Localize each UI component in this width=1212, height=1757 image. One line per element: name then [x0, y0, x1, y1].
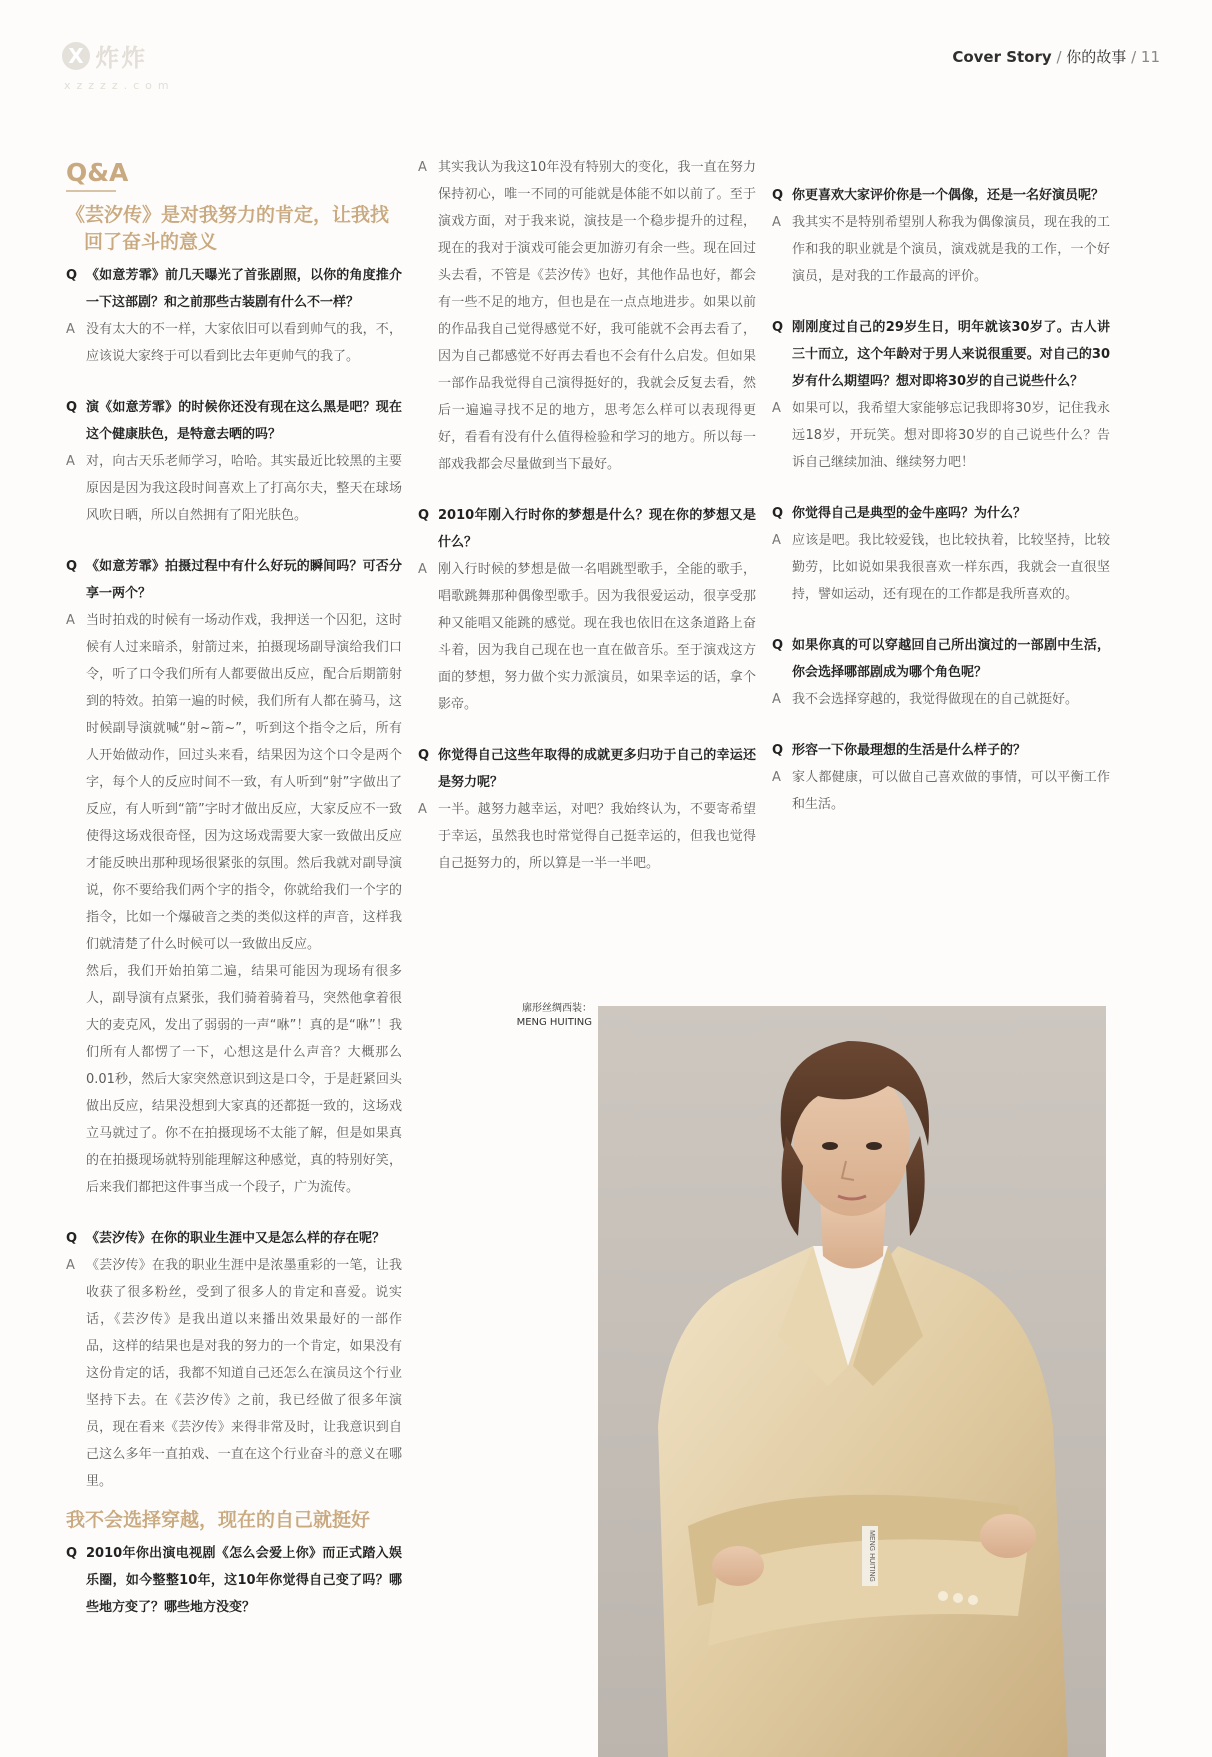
- question: Q 你觉得自己是典型的金牛座吗？为什么？: [772, 506, 1027, 521]
- qa-block: [772, 182, 1110, 290]
- section-heading-1: 《芸汐传》是对我努力的肯定，让我找回了奋斗的意义: [66, 204, 390, 253]
- answer: A 我不会选择穿越的，我觉得做现在的自己就挺好。: [772, 692, 1079, 707]
- question: Q 2010年刚入行时你的梦想是什么？现在你的梦想又是什么？: [418, 508, 756, 550]
- answer: A 应该是吧。我比较爱钱，也比较执着，比较坚持，比较勤劳，比如说如果我很喜欢一样东西，我就会一直很坚持，譬如运动，还有现在的工作都是我所喜欢的。: [772, 533, 1110, 602]
- portrait-illustration: [598, 1006, 1106, 1757]
- answer: A 《芸汐传》在我的职业生涯中是浓墨重彩的一笔，让我收获了很多粉丝，受到了很多人的肯定和喜爱。说实话，《芸汐传》是我出道以来播出效果最好的一部作品，这样的结果也是对我的努力的一个肯定，如果没有这份肯定的话，我都不知道自己还怎么在演员这个行业坚持下去。在《芸汐传》之前，我已经做了很多年演员，现在看来《芸汐传》来得非常及时，让我意识到自己这么多年一直拍戏、一直在这个行业奋斗的意义在哪里。: [66, 1258, 402, 1489]
- answer: A 没有太大的不一样，大家依旧可以看到帅气的我，不，应该说大家终于可以看到比去年更帅气的我了。: [66, 322, 402, 364]
- answer: A 一半。越努力越幸运，对吧？我始终认为，不要寄希望于幸运，虽然我也时常觉得自己挺幸运的，但我也觉得自己挺努力的，所以算是一半一半吧。: [418, 802, 756, 871]
- page-number: 11: [1140, 48, 1160, 66]
- qa-block: [66, 262, 402, 370]
- qa-block: [772, 632, 1110, 713]
- qa-label: Q&A: [66, 158, 402, 188]
- photo-credit: [492, 1002, 592, 1030]
- question: Q 《如意芳霏》前几天曝光了首张剧照，以你的角度推介一下这部剧？和之前那些古装剧有什么不一样？: [66, 268, 402, 310]
- column-1: [66, 158, 402, 1621]
- qa-block: [66, 394, 402, 529]
- answer: A 我其实不是特别希望别人称我为偶像演员，现在我的工作和我的职业就是个演员，演戏就是我的工作，一个好演员，是对我的工作最高的评价。: [772, 215, 1110, 284]
- qa-block: [772, 737, 1110, 818]
- question: Q 形容一下你最理想的生活是什么样子的？: [772, 743, 1027, 758]
- credit-line-1: 廓形丝绸西装：: [522, 1003, 592, 1014]
- answer: A 对，向古天乐老师学习，哈哈。其实最近比较黑的主要原因是因为我这段时间喜欢上了打高尔夫，整天在球场风吹日晒，所以自然拥有了阳光肤色。: [66, 454, 402, 523]
- answer: A 当时拍戏的时候有一场动作戏，我押送一个囚犯，这时候有人过来暗杀，射箭过来，拍摄现场副导演给我们口令，听了口令我们所有人都要做出反应，配合后期箭射到的特效。拍第一遍的时候，我们所有人都在骑马，这时候副导演就喊“射~箭~”，听到这个指令之后，所有人开始做动作，回过头来看，结果因为这个口令是两个字，每个人的反应时间不一致，有人听到“射”字做出了反应，有人听到“箭”字时才做出反应，大家反应不一致使得这场戏很奇怪，因为这场戏需要大家一致做出反应才能反映出那种现场很紧张的氛围。然后我就对副导演说，你不要给我们两个字的指令，你就给我们一个字的指令，比如一个爆破音之类的类似这样的声音，这样我们就清楚了什么时候可以一致做出反应。: [66, 613, 402, 952]
- question: Q 如果你真的可以穿越回自己所出演过的一部剧中生活，你会选择哪部剧成为哪个角色呢？: [772, 638, 1110, 680]
- qa-block: [772, 314, 1110, 476]
- header-title: 你的故事: [1066, 48, 1127, 66]
- question: Q 《如意芳霏》拍摄过程中有什么好玩的瞬间吗？可否分享一两个？: [66, 559, 402, 601]
- logo-mark-icon: X: [62, 42, 90, 70]
- header-separator: /: [1056, 48, 1067, 66]
- question: Q 2010年你出演电视剧《怎么会爱上你》而正式踏入娱乐圈，如今整整10年，这10年你觉得自己变了吗？哪些地方变了？哪些地方没变？: [66, 1546, 402, 1615]
- cover-photo: [598, 1006, 1106, 1757]
- question: Q 你更喜欢大家评价你是一个偶像，还是一名好演员呢？: [772, 188, 1105, 203]
- answer: A 家人都健康，可以做自己喜欢做的事情，可以平衡工作和生活。: [772, 770, 1110, 812]
- credit-line-2: MENG HUITING: [516, 1017, 592, 1028]
- question: Q 《芸汐传》在你的职业生涯中又是怎么样的存在呢？: [66, 1231, 386, 1246]
- answer-continued: 然后，我们开始拍第二遍，结果可能因为现场有很多人，副导演有点紧张，我们骑着骑着马，突然他拿着很大的麦克风，发出了弱弱的一声“咻”！真的是“咻”！我们所有人都愣了一下，心想这是什么声音？大概那么0.01秒，然后大家突然意识到这是口令，于是赶紧回头做出反应，结果没想到大家真的还都挺一致的，这场戏立马就过了。你不在拍摄现场不太能了解，但是如果真的在拍摄现场就特别能理解这种感觉，真的特别好笑，后来我们都把这件事当成一个段子，广为流传。: [86, 964, 402, 1195]
- answer: A 其实我认为我这10年没有特别大的变化，我一直在努力保持初心，唯一不同的可能就是体能不如以前了。至于演戏方面，对于我来说，演技是一个稳步提升的过程，现在的我对于演戏可能会更加游刃有余一些。现在回过头去看，不管是《芸汐传》也好，其他作品也好，都会有一些不足的地方，但也是在一点点地进步。如果以前的作品我自己觉得感觉不好，我可能就不会再去看了，因为自己都感觉不好再去看也不会有什么启发。但如果一部作品我觉得自己演得挺好的，我就会反复去看，然后一遍遍寻找不足的地方，思考怎么样可以表现得更好，看看有没有什么值得检验和学习的地方。所以每一部戏我都会尽量做到当下最好。: [418, 160, 756, 472]
- qa-block: [66, 553, 402, 1201]
- header-separator-2: /: [1131, 48, 1141, 66]
- question: Q 你觉得自己这些年取得的成就更多归功于自己的幸运还是努力呢？: [418, 748, 756, 790]
- logo-sub: xzzzz.com: [64, 79, 175, 92]
- qa-block: [418, 502, 756, 718]
- answer: A 刚入行时候的梦想是做一名唱跳型歌手，全能的歌手，唱歌跳舞那种偶像型歌手。因为我很爱运动，很享受那种又能唱又能跳的感觉。现在我也依旧在这条道路上奋斗着，因为我自己现在也一直在做音乐。至于演戏这方面的梦想，努力做个实力派演员，如果幸运的话，拿个影帝。: [418, 562, 756, 712]
- qa-block: [418, 742, 756, 877]
- site-logo: [62, 38, 232, 98]
- sleeve-tag-text: MENG HUITING: [868, 1530, 875, 1582]
- qa-block: [772, 500, 1110, 608]
- column-3: [772, 182, 1110, 842]
- qa-block: [418, 154, 756, 478]
- page-header: [952, 46, 1160, 67]
- section-title: Cover Story: [952, 48, 1052, 66]
- logo-name: 炸炸: [95, 44, 148, 72]
- question: Q 刚刚度过自己的29岁生日，明年就该30岁了。古人讲三十而立，这个年龄对于男人来说很重要。对自己的30岁有什么期望吗？想对即将30岁的自己说些什么？: [772, 320, 1110, 389]
- answer: A 如果可以，我希望大家能够忘记我即将30岁，记住我永远18岁，开玩笑。想对即将30岁的自己说些什么？告诉自己继续加油、继续努力吧！: [772, 401, 1110, 470]
- qa-block: [66, 1225, 402, 1495]
- column-2: [418, 154, 756, 901]
- question: Q 演《如意芳霏》的时候你还没有现在这么黑是吧？现在这个健康肤色，是特意去晒的吗？: [66, 400, 402, 442]
- section-heading-2: 我不会选择穿越，现在的自己就挺好: [66, 1509, 371, 1531]
